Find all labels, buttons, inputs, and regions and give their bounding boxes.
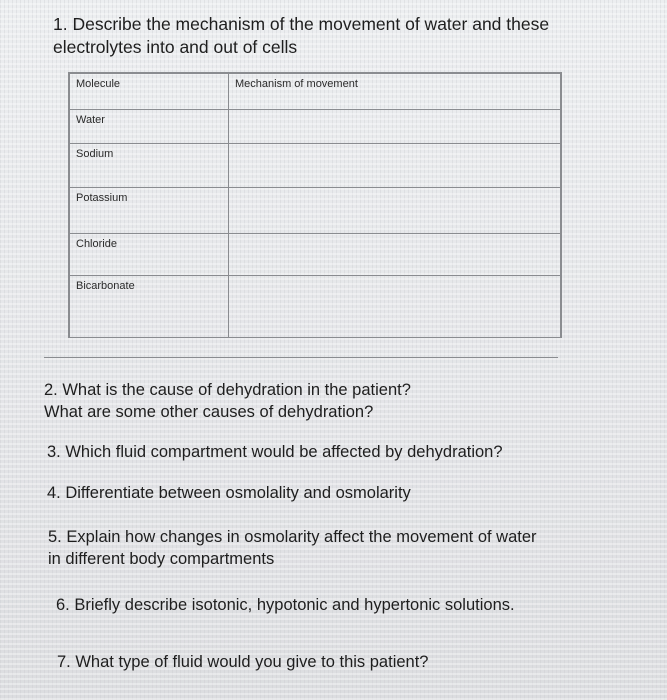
table-row <box>70 276 561 338</box>
table-header-row <box>70 74 561 110</box>
table-row <box>70 144 561 188</box>
question-1-line-2: electrolytes into and out of cells <box>53 37 298 57</box>
mechanism-cell <box>229 110 561 144</box>
mechanism-cell <box>229 144 561 188</box>
header-molecule: Molecule <box>70 74 229 110</box>
table-row <box>70 234 561 276</box>
molecule-cell: Bicarbonate <box>70 276 229 338</box>
question-3: 3. Which fluid compartment would be affected by dehydration? <box>47 443 503 461</box>
question-2 <box>44 379 634 423</box>
molecule-cell: Water <box>70 110 229 144</box>
question-1-line-1: 1. Describe the mechanism of the movement of water and these <box>53 14 550 34</box>
molecule-table <box>68 72 562 338</box>
question-6: 6. Briefly describe isotonic, hypotonic and hypertonic solutions. <box>56 596 515 614</box>
question-4: 4. Differentiate between osmolality and osmolarity <box>47 484 411 502</box>
question-5 <box>48 526 628 570</box>
divider-line <box>44 357 558 358</box>
question-5-line-2: in different body compartments <box>48 550 275 568</box>
molecule-cell: Potassium <box>70 188 229 234</box>
table-row <box>70 188 561 234</box>
question-2-line-1: 2. What is the cause of dehydration in the patient? <box>44 381 411 399</box>
molecule-cell: Sodium <box>70 144 229 188</box>
question-2-line-2: What are some other causes of dehydration? <box>44 403 374 421</box>
question-1 <box>53 13 613 59</box>
table-row <box>70 110 561 144</box>
mechanism-cell <box>229 276 561 338</box>
question-7: 7. What type of fluid would you give to this patient? <box>57 653 429 671</box>
header-mechanism: Mechanism of movement <box>229 74 561 110</box>
mechanism-cell <box>229 188 561 234</box>
mechanism-cell <box>229 234 561 276</box>
question-5-line-1: 5. Explain how changes in osmolarity affect the movement of water <box>48 528 537 546</box>
molecule-cell: Chloride <box>70 234 229 276</box>
